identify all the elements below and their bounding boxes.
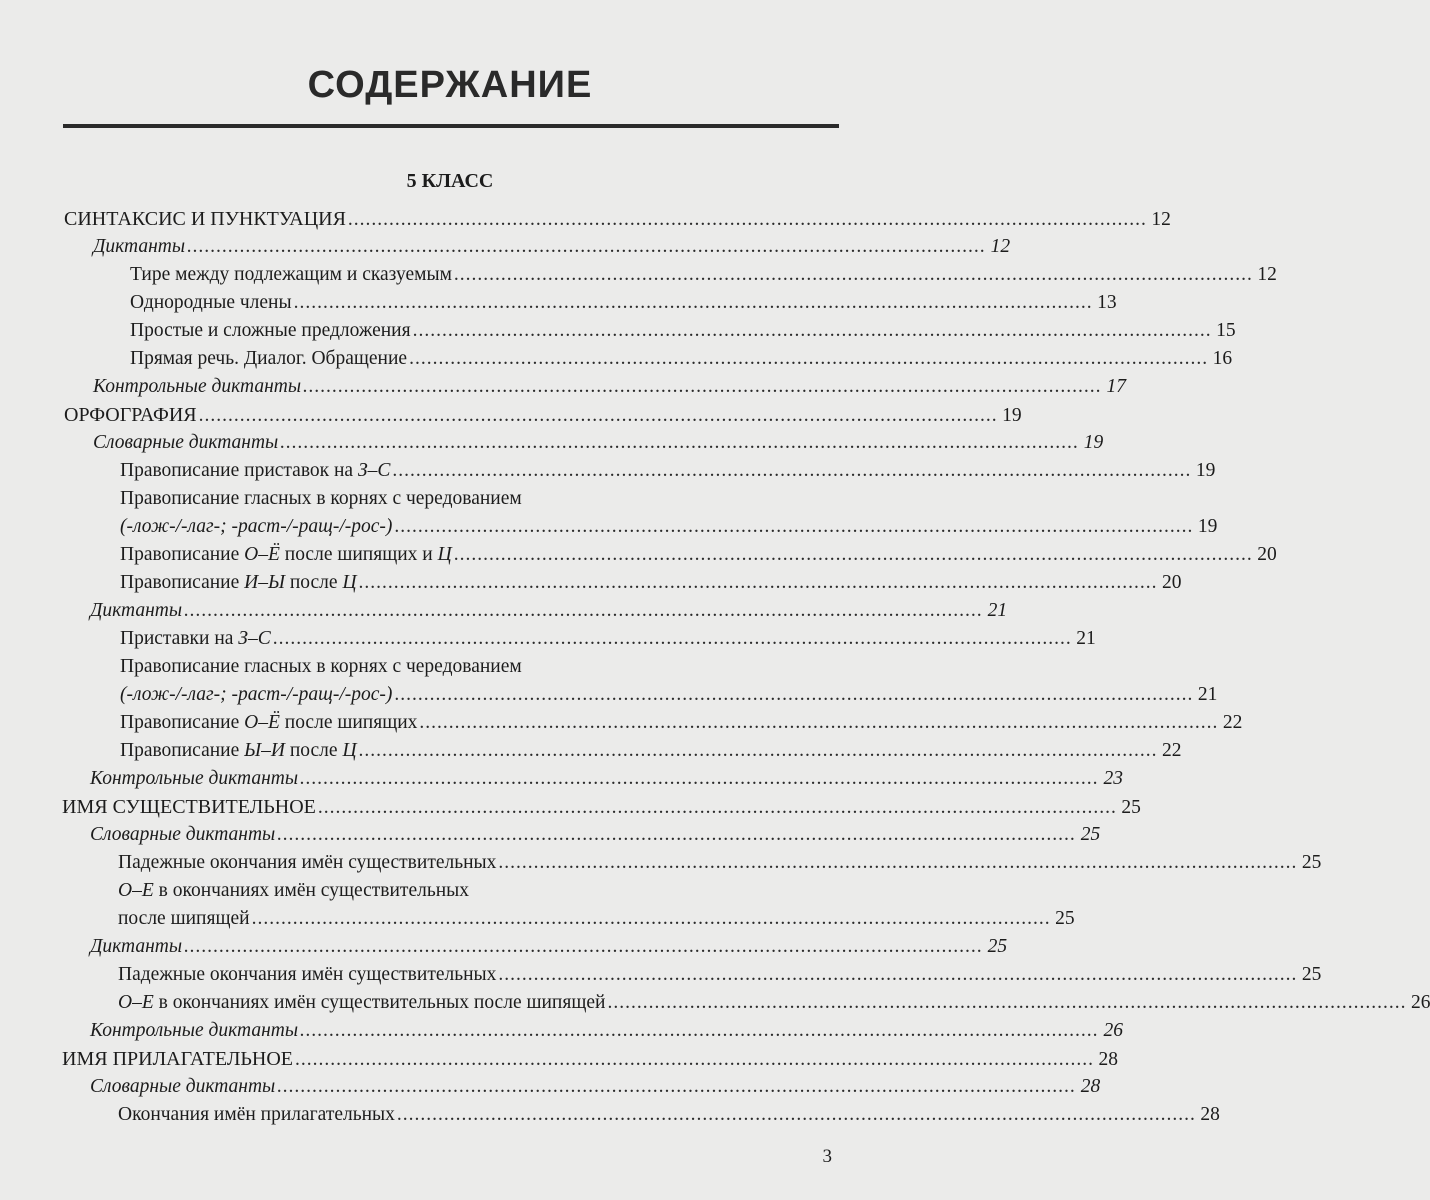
toc-entry-label: Правописание Ы–И после Ц	[120, 740, 357, 761]
toc-entry[interactable]	[62, 794, 1141, 820]
toc-entry-label: Диктанты	[90, 936, 183, 957]
toc-entry-label: ИМЯ СУЩЕСТВИТЕЛЬНОЕ	[62, 796, 316, 818]
toc-dot-leader: ........................................................................................................................................	[277, 1076, 1077, 1097]
toc-entry-page: 12	[1257, 264, 1277, 285]
toc-entry-label: ОРФОГРАФИЯ	[64, 404, 197, 426]
toc-entry[interactable]	[130, 346, 1233, 372]
toc-entry-page: 13	[1097, 292, 1117, 313]
toc-dot-leader: ........................................................................................................................................	[277, 824, 1077, 845]
toc-entry[interactable]	[90, 934, 1008, 960]
toc-entry-page: 16	[1212, 348, 1233, 369]
toc-dot-leader: ........................................................................................................................................	[498, 852, 1298, 873]
toc-entry-label: (-лож-/-лаг-; -раст-/-ращ-/-рос-)	[120, 684, 393, 705]
toc-entry[interactable]	[130, 290, 1117, 316]
toc-entry[interactable]	[90, 1074, 1101, 1100]
toc-entry-label: Диктанты	[93, 236, 186, 257]
page-number: 3	[822, 1146, 832, 1167]
toc-dot-leader: ........................................................................................................................................	[412, 320, 1212, 341]
toc-entry[interactable]	[64, 206, 1171, 232]
toc-dot-leader: ........................................................................................................................................	[419, 712, 1219, 733]
toc-entry[interactable]	[120, 458, 1216, 484]
toc-entry-label: Контрольные диктанты	[90, 768, 299, 789]
toc-entry-page: 20	[1162, 572, 1182, 593]
toc-entry-label: Простые и сложные предложения	[130, 320, 411, 341]
toc-entry-page: 25	[1080, 824, 1101, 845]
grade-heading: 5 КЛАСС	[406, 170, 494, 192]
page-title: СОДЕРЖАНИЕ	[307, 64, 593, 106]
toc-entry-label: Контрольные диктанты	[93, 376, 302, 397]
toc-entry[interactable]	[118, 990, 1430, 1016]
toc-entry-page: 12	[990, 236, 1011, 257]
toc-dot-leader: ........................................................................................................................................	[300, 768, 1100, 789]
toc-entry-page: 25	[1121, 797, 1141, 818]
toc-entry-page: 15	[1216, 320, 1236, 341]
toc-entry-page: 21	[987, 600, 1008, 621]
toc-entry-page: 25	[1301, 964, 1322, 985]
toc-entry-label: Правописание приставок на З–С	[120, 460, 391, 481]
toc-dot-leader: ........................................................................................................................................	[453, 544, 1253, 565]
toc-entry-label: Падежные окончания имён существительных	[118, 852, 497, 873]
toc-entry[interactable]	[93, 234, 1011, 260]
toc-entry-label: Правописание О–Ё после шипящих	[120, 712, 418, 733]
toc-entry[interactable]	[130, 262, 1277, 288]
toc-entry[interactable]	[120, 626, 1096, 652]
toc-entry[interactable]	[120, 682, 1218, 708]
toc-entry-label: Тире между подлежащим и сказуемым	[130, 264, 452, 285]
toc-entry-label: после шипящей	[118, 908, 250, 929]
toc-dot-leader: ........................................................................................................................................	[317, 797, 1117, 818]
toc-entry-label: ИМЯ ПРИЛАГАТЕЛЬНОЕ	[62, 1048, 293, 1070]
toc-entry-page: 17	[1106, 376, 1127, 397]
toc-entry[interactable]	[120, 514, 1218, 540]
toc-entry-label: Правописание О–Ё после шипящих и Ц	[120, 544, 452, 565]
toc-entry-label: Словарные диктанты	[90, 1076, 276, 1097]
toc-dot-leader: ........................................................................................................................................	[498, 964, 1298, 985]
toc-entry-label: (-лож-/-лаг-; -раст-/-ращ-/-рос-)	[120, 516, 393, 537]
toc-entry-page: 25	[1055, 908, 1075, 929]
toc-entry-label: Контрольные диктанты	[90, 1020, 299, 1041]
toc-entry[interactable]	[93, 430, 1104, 456]
toc-dot-leader: ........................................................................................................................................	[300, 1020, 1100, 1041]
toc-entry-page: 28	[1098, 1049, 1118, 1070]
toc-entry-page: 21	[1197, 684, 1218, 705]
toc-dot-leader: ........................................................................................................................................	[453, 264, 1253, 285]
toc-entry[interactable]	[90, 822, 1101, 848]
toc-entry[interactable]	[118, 906, 1075, 932]
toc-entry-label: Приставки на З–С	[120, 628, 271, 649]
toc-entry[interactable]	[118, 962, 1322, 988]
toc-dot-leader: ........................................................................................................................................	[394, 516, 1194, 537]
toc-entry[interactable]	[64, 402, 1022, 428]
toc-entry[interactable]	[90, 598, 1008, 624]
toc-dot-leader: ........................................................................................................................................	[392, 460, 1192, 481]
toc-dot-leader: ........................................................................................................................................	[409, 348, 1209, 369]
toc-entry-label: Однородные члены	[130, 292, 292, 313]
toc-entry[interactable]	[120, 710, 1243, 736]
toc-dot-leader: ........................................................................................................................................	[184, 600, 984, 621]
toc-entry-label: Падежные окончания имён существительных	[118, 964, 497, 985]
toc-dot-leader: ........................................................................................................................................	[184, 936, 984, 957]
toc-entry[interactable]	[130, 318, 1236, 344]
toc-dot-leader: ........................................................................................................................................	[293, 292, 1093, 313]
toc-entry-page: 23	[1103, 768, 1124, 789]
toc-dot-leader: ........................................................................................................................................	[347, 209, 1147, 230]
toc-entry-line[interactable]: О–Е в окончаниях имён существительных	[118, 880, 470, 901]
toc-entry[interactable]	[90, 766, 1124, 792]
toc-dot-leader: ........................................................................................................................................	[272, 628, 1072, 649]
toc-dot-leader: ........................................................................................................................................	[358, 740, 1158, 761]
toc-entry-page: 26	[1103, 1020, 1124, 1041]
toc-entry-page: 22	[1222, 712, 1243, 733]
toc-entry[interactable]	[120, 542, 1277, 568]
toc-entry-page: 19	[1002, 405, 1022, 426]
toc-entry[interactable]	[120, 738, 1182, 764]
toc-entry-page: 19	[1083, 432, 1104, 453]
toc-entry-label: Окончания имён прилагательных	[118, 1104, 395, 1125]
toc-entry-label: СИНТАКСИС И ПУНКТУАЦИЯ	[64, 208, 346, 230]
toc-entry-page: 21	[1076, 628, 1096, 649]
toc-entry[interactable]	[90, 1018, 1124, 1044]
toc-entry-label: Прямая речь. Диалог. Обращение	[130, 348, 408, 369]
toc-entry[interactable]	[118, 850, 1322, 876]
toc-entry-page: 19	[1195, 460, 1216, 481]
toc-dot-leader: ........................................................................................................................................	[396, 1104, 1196, 1125]
toc-dot-leader: ........................................................................................................................................	[187, 236, 987, 257]
toc-entry[interactable]	[93, 374, 1127, 400]
toc-dot-leader: ........................................................................................................................................	[198, 405, 998, 426]
toc-entry-page: 28	[1080, 1076, 1101, 1097]
toc-entry-page: 28	[1200, 1104, 1220, 1125]
toc-entry-label: Диктанты	[90, 600, 183, 621]
toc-entry[interactable]	[118, 1102, 1220, 1128]
toc-dot-leader: ........................................................................................................................................	[394, 684, 1194, 705]
toc-entry-label: О–Е в окончаниях имён существительных после шипящей	[118, 992, 606, 1013]
toc-entry-line[interactable]: Правописание гласных в корнях с чередованием	[120, 488, 522, 509]
toc-dot-leader: ........................................................................................................................................	[607, 992, 1407, 1013]
toc-entry-page: 25	[1301, 852, 1322, 873]
toc-entry-label: Словарные диктанты	[93, 432, 279, 453]
toc-entry-page: 25	[987, 936, 1008, 957]
toc-entry[interactable]	[62, 1046, 1118, 1072]
toc-entry-page: 20	[1257, 544, 1277, 565]
toc-entry-page: 19	[1197, 516, 1218, 537]
toc-entry-label: Правописание И–Ы после Ц	[120, 572, 357, 593]
toc-entry[interactable]	[120, 570, 1182, 596]
toc-dot-leader: ........................................................................................................................................	[251, 908, 1051, 929]
toc-dot-leader: ........................................................................................................................................	[280, 432, 1080, 453]
toc-dot-leader: ........................................................................................................................................	[303, 376, 1103, 397]
toc-dot-leader: ........................................................................................................................................	[358, 572, 1158, 593]
toc-entry-label: Словарные диктанты	[90, 824, 276, 845]
toc-dot-leader: ........................................................................................................................................	[294, 1049, 1094, 1070]
toc-entry-page: 22	[1162, 740, 1182, 761]
toc-entry-page: 12	[1151, 209, 1171, 230]
toc-entry-line[interactable]: Правописание гласных в корнях с чередованием	[120, 656, 522, 677]
toc-entry-page: 26	[1410, 992, 1430, 1013]
